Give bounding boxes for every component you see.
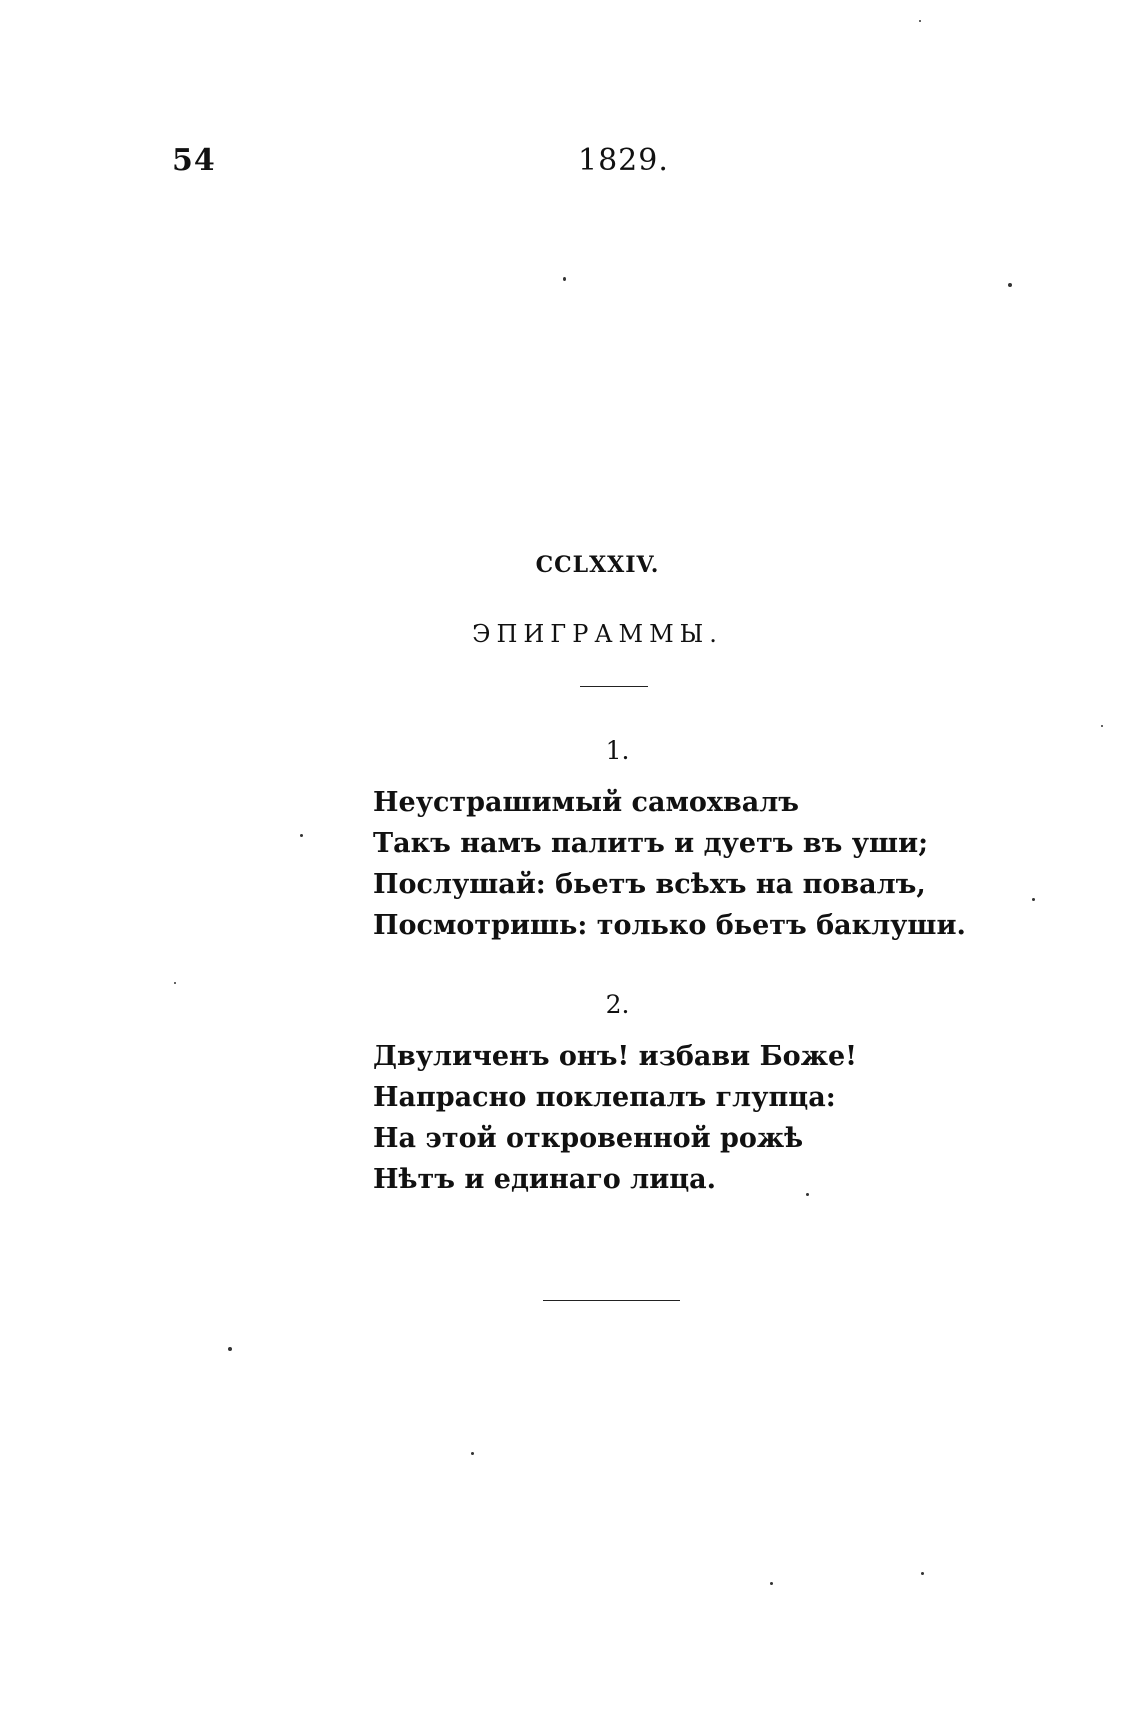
scan-speck bbox=[300, 834, 303, 837]
verse-line: Двуличенъ онъ! избави Боже! bbox=[373, 1041, 857, 1072]
epigram-number: 2. bbox=[605, 990, 630, 1019]
scan-speck bbox=[921, 1572, 924, 1575]
scan-speck bbox=[471, 1452, 474, 1455]
scan-speck bbox=[919, 20, 921, 22]
verse-line: Посмотришь: только бьетъ баклуши. bbox=[373, 910, 966, 941]
verse-line: Такъ намъ палитъ и дуетъ въ уши; bbox=[373, 828, 929, 859]
title-divider bbox=[580, 686, 648, 687]
page-header-year: 1829. bbox=[578, 143, 669, 178]
scan-speck bbox=[1032, 898, 1035, 901]
section-numeral: CCLXXIV. bbox=[535, 552, 660, 578]
scan-speck bbox=[1008, 283, 1012, 287]
scan-speck bbox=[563, 277, 566, 281]
scan-speck bbox=[174, 982, 176, 984]
scan-speck bbox=[1101, 725, 1103, 727]
verse-line: Послушай: бьетъ всѣхъ на повалъ, bbox=[373, 869, 926, 900]
page-number: 54 bbox=[172, 143, 216, 178]
epigram-text bbox=[373, 782, 966, 946]
verse-line: На этой откровенной рожѣ bbox=[373, 1123, 804, 1154]
scan-speck bbox=[228, 1347, 232, 1351]
end-divider bbox=[543, 1300, 680, 1301]
scan-speck bbox=[770, 1582, 773, 1585]
verse-line: Неустрашимый самохвалъ bbox=[373, 787, 800, 818]
verse-line: Напрасно поклепалъ глупца: bbox=[373, 1082, 836, 1113]
epigram-number: 1. bbox=[605, 736, 630, 765]
verse-line: Нѣтъ и единаго лица. bbox=[373, 1164, 717, 1195]
epigram-text bbox=[373, 1036, 857, 1200]
section-title: ЭПИГРАММЫ. bbox=[472, 620, 723, 648]
scan-speck bbox=[806, 1193, 809, 1196]
